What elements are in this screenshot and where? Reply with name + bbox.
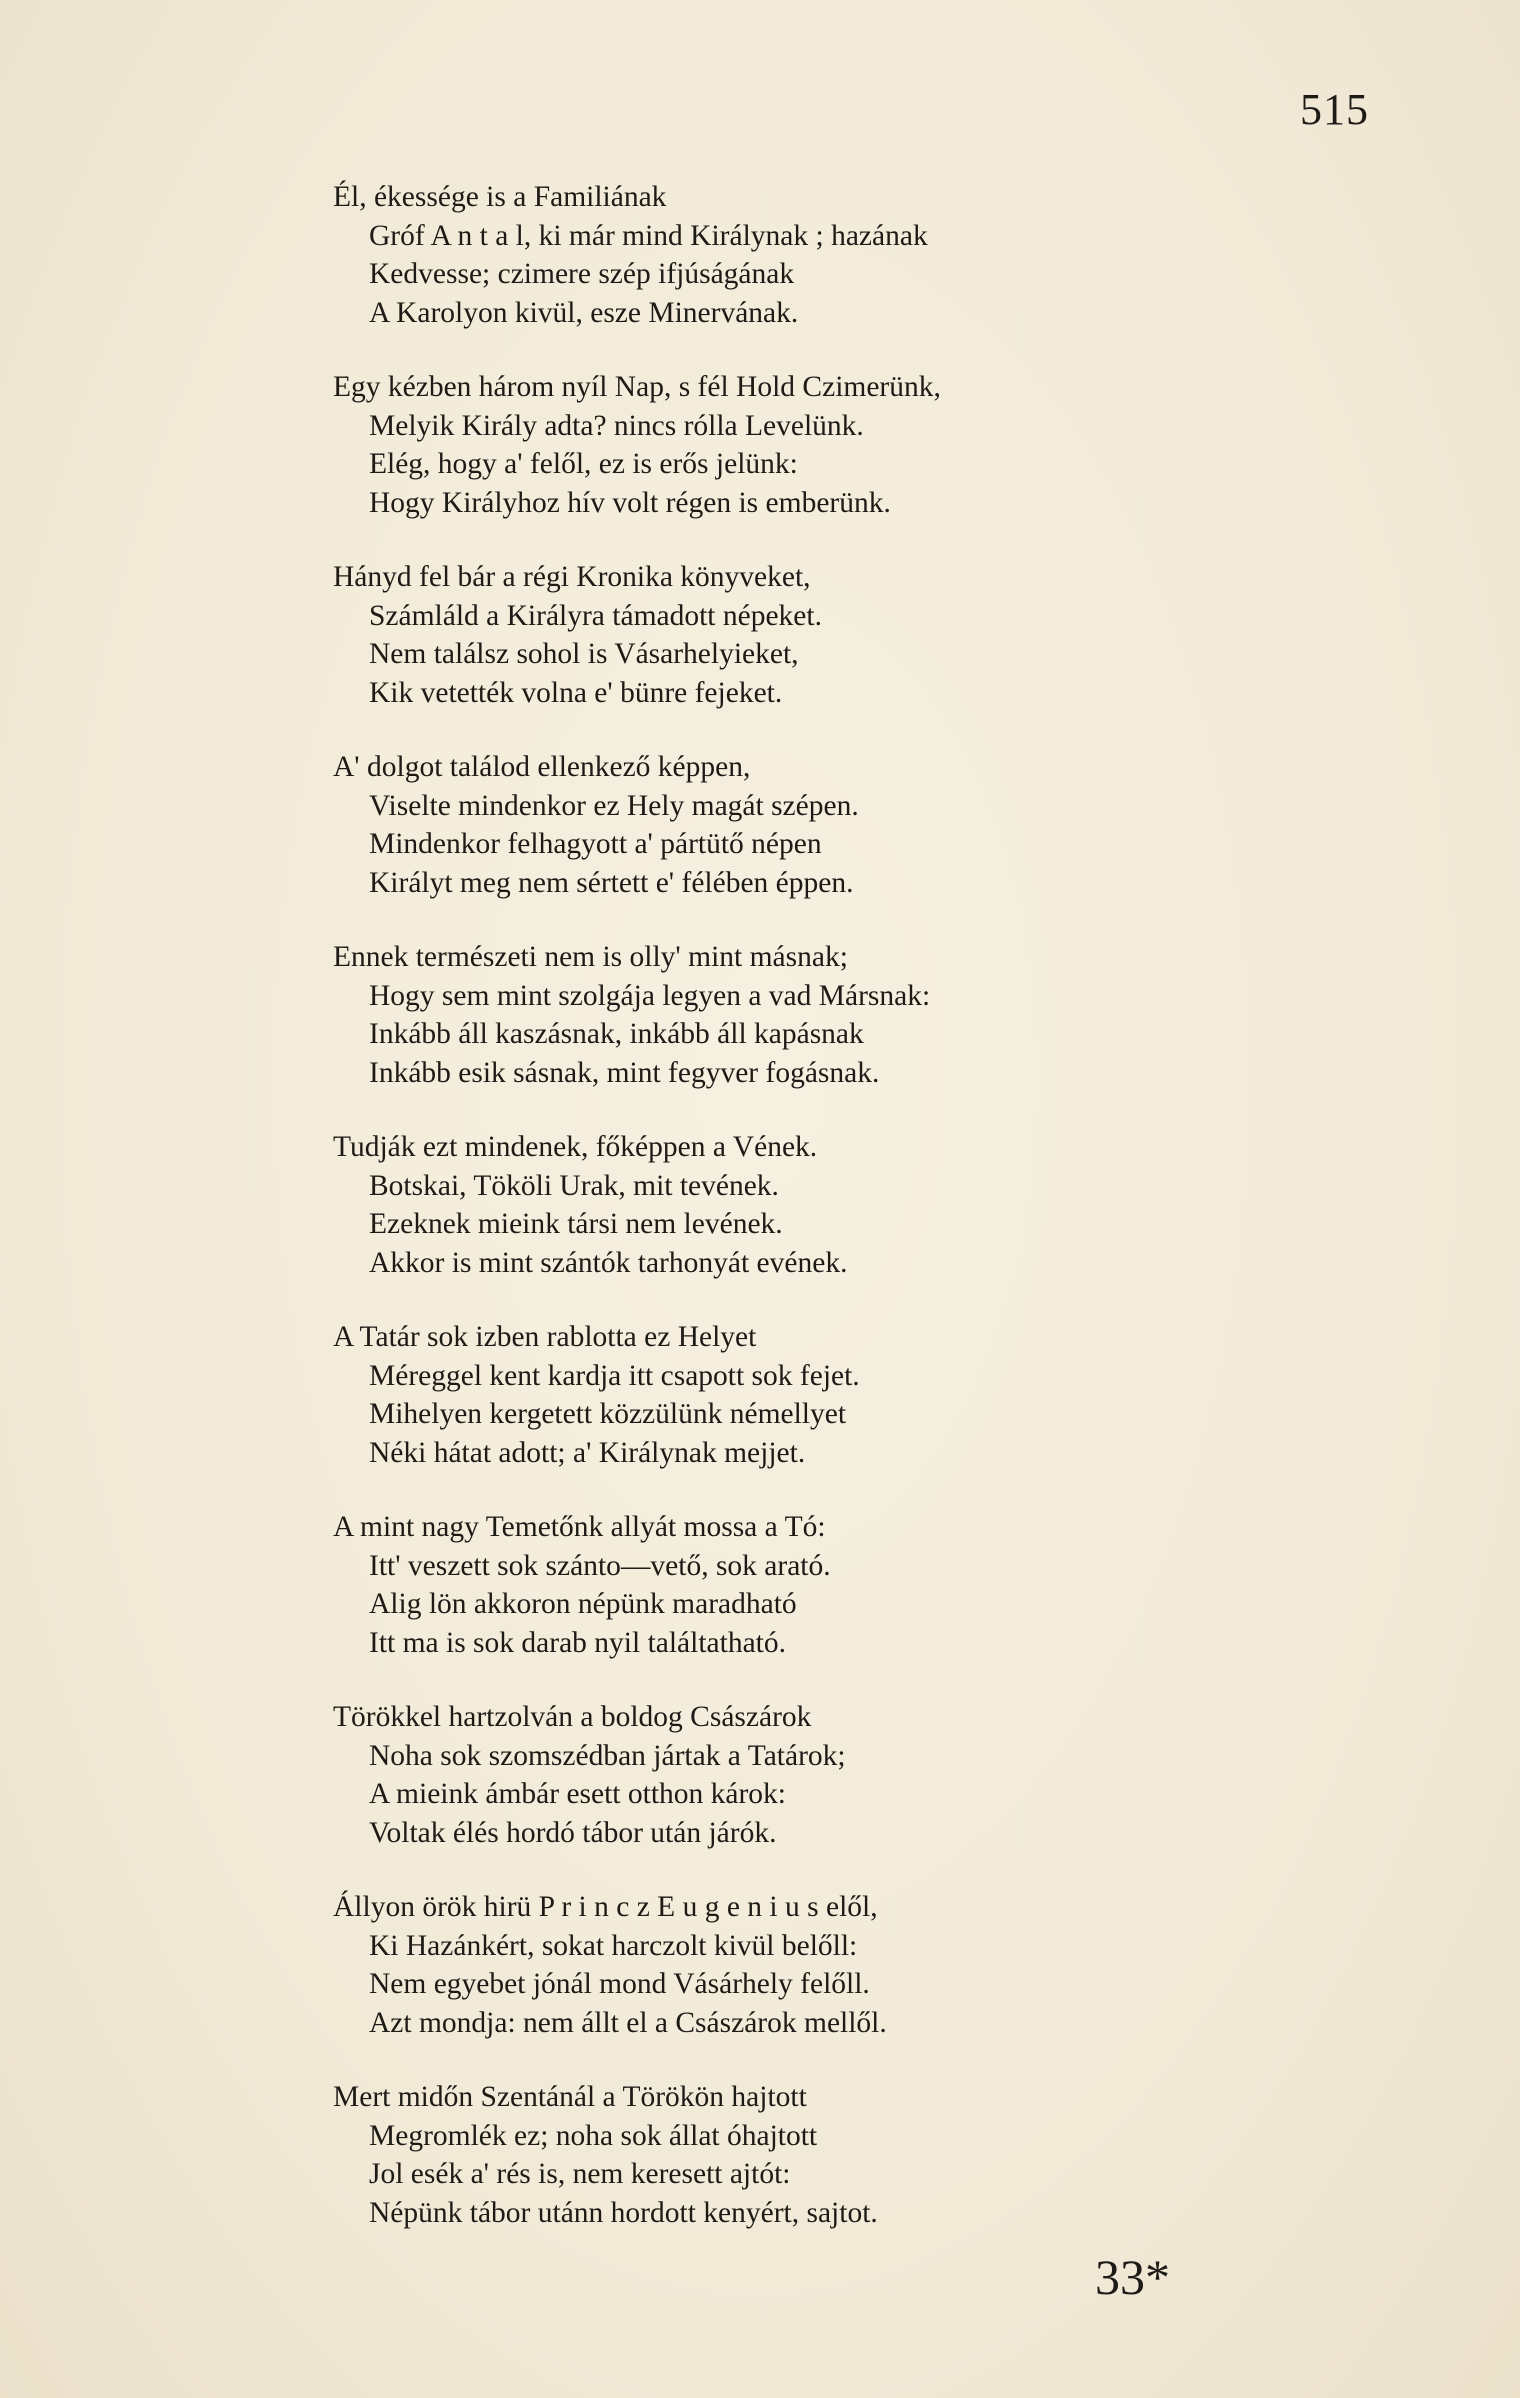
- poem-line: Inkább esik sásnak, mint fegyver fogásnak.: [369, 1056, 880, 1089]
- poem-line: Viselte mindenkor ez Hely magát szépen.: [369, 789, 859, 822]
- poem-line: Állyon örök hirü P r i n c z E u g e n i u s elől,: [333, 1891, 878, 1923]
- poem-line: Méreggel kent kardja itt csapott sok fejet.: [369, 1359, 860, 1392]
- poem-line: Alig lön akkoron népünk maradható: [369, 1588, 797, 1620]
- poem-line: Itt' veszett sok szánto—vető, sok arató.: [369, 1549, 831, 1582]
- poem-line: A mieink ámbár esett otthon károk:: [369, 1778, 787, 1810]
- poem-line: Botskai, Tököli Urak, mit tevének.: [369, 1169, 779, 1202]
- stanza: [333, 2078, 1333, 2268]
- poem-line: Jol esék a' rés is, nem keresett ajtót:: [369, 2158, 791, 2190]
- stanza: [333, 1888, 1333, 2078]
- stanza: [333, 178, 1333, 368]
- poem-line: Megromlék ez; noha sok állat óhajtott: [369, 2119, 818, 2152]
- stanza: [333, 748, 1333, 938]
- poem-line: Nem egyebet jónál mond Vásárhely felőll.: [369, 1968, 870, 2000]
- poem-line: Hogy Királyhoz hív volt régen is emberünk.: [369, 486, 891, 519]
- poem-line: Inkább áll kaszásnak, inkább áll kapásnak: [369, 1018, 864, 1050]
- poem-line: Ennek természeti nem is olly' mint másnak;: [333, 941, 848, 973]
- poem-line: A Karolyon kivül, esze Minervának.: [369, 296, 799, 329]
- poem-line: Noha sok szomszédban jártak a Tatárok;: [369, 1739, 846, 1772]
- signature-mark: 33*: [1095, 2249, 1170, 2305]
- poem-line: Ezeknek mieink társi nem levének.: [369, 1208, 783, 1240]
- stanza: [333, 1698, 1333, 1888]
- poem-line: Mert midőn Szentánál a Törökön hajtott: [333, 2081, 807, 2113]
- poem-line: Nem találsz sohol is Vásarhelyieket,: [369, 638, 799, 670]
- poem: [333, 178, 1333, 2268]
- poem-line: Akkor is mint szántók tarhonyát evének.: [369, 1246, 848, 1279]
- stanza: [333, 558, 1333, 748]
- poem-line: Néki hátat adott; a' Királynak mejjet.: [369, 1436, 806, 1469]
- poem-line: Mindenkor felhagyott a' pártütő népen: [369, 828, 822, 860]
- poem-line: Itt ma is sok darab nyil találtatható.: [369, 1626, 786, 1659]
- poem-line: Ki Hazánkért, sokat harczolt kivül belőll:: [369, 1929, 858, 1962]
- poem-line: Tudják ezt mindenek, főképpen a Vének.: [333, 1131, 818, 1163]
- poem-line: Gróf A n t a l, ki már mind Királynak ; hazának: [369, 219, 928, 252]
- poem-line: Azt mondja: nem állt el a Császárok mellől.: [369, 2006, 887, 2039]
- poem-line: A Tatár sok izben rablotta ez Helyet: [333, 1321, 757, 1353]
- poem-line: Voltak élés hordó tábor után járók.: [369, 1816, 777, 1849]
- stanza: [333, 1508, 1333, 1698]
- poem-line: Mihelyen kergetett közzülünk némellyet: [369, 1398, 847, 1430]
- stanza: [333, 1318, 1333, 1508]
- poem-line: Királyt meg nem sértett e' félében éppen.: [369, 866, 854, 899]
- stanza: [333, 1128, 1333, 1318]
- page-number: 515: [1300, 85, 1369, 134]
- poem-line: Elég, hogy a' felől, ez is erős jelünk:: [369, 448, 798, 480]
- poem-line: Számláld a Királyra támadott népeket.: [369, 599, 822, 632]
- poem-line: Törökkel hartzolván a boldog Császárok: [333, 1701, 812, 1733]
- poem-line: A' dolgot találod ellenkező képpen,: [333, 751, 751, 783]
- poem-line: Kik vetették volna e' bünre fejeket.: [369, 676, 783, 709]
- poem-line: Kedvesse; czimere szép ifjúságának: [369, 258, 795, 290]
- poem-line: Hogy sem mint szolgája legyen a vad Mársnak:: [369, 979, 931, 1012]
- poem-line: Hányd fel bár a régi Kronika könyveket,: [333, 561, 811, 593]
- stanza: [333, 368, 1333, 558]
- poem-line: Egy kézben három nyíl Nap, s fél Hold Czimerünk,: [333, 371, 941, 403]
- poem-line: Él, ékessége is a Familiának: [333, 181, 667, 213]
- poem-line: Népünk tábor utánn hordott kenyért, sajtot.: [369, 2196, 878, 2229]
- stanza: [333, 938, 1333, 1128]
- poem-line: A mint nagy Temetőnk allyát mossa a Tó:: [333, 1511, 826, 1543]
- poem-line: Melyik Király adta? nincs rólla Levelünk.: [369, 409, 864, 442]
